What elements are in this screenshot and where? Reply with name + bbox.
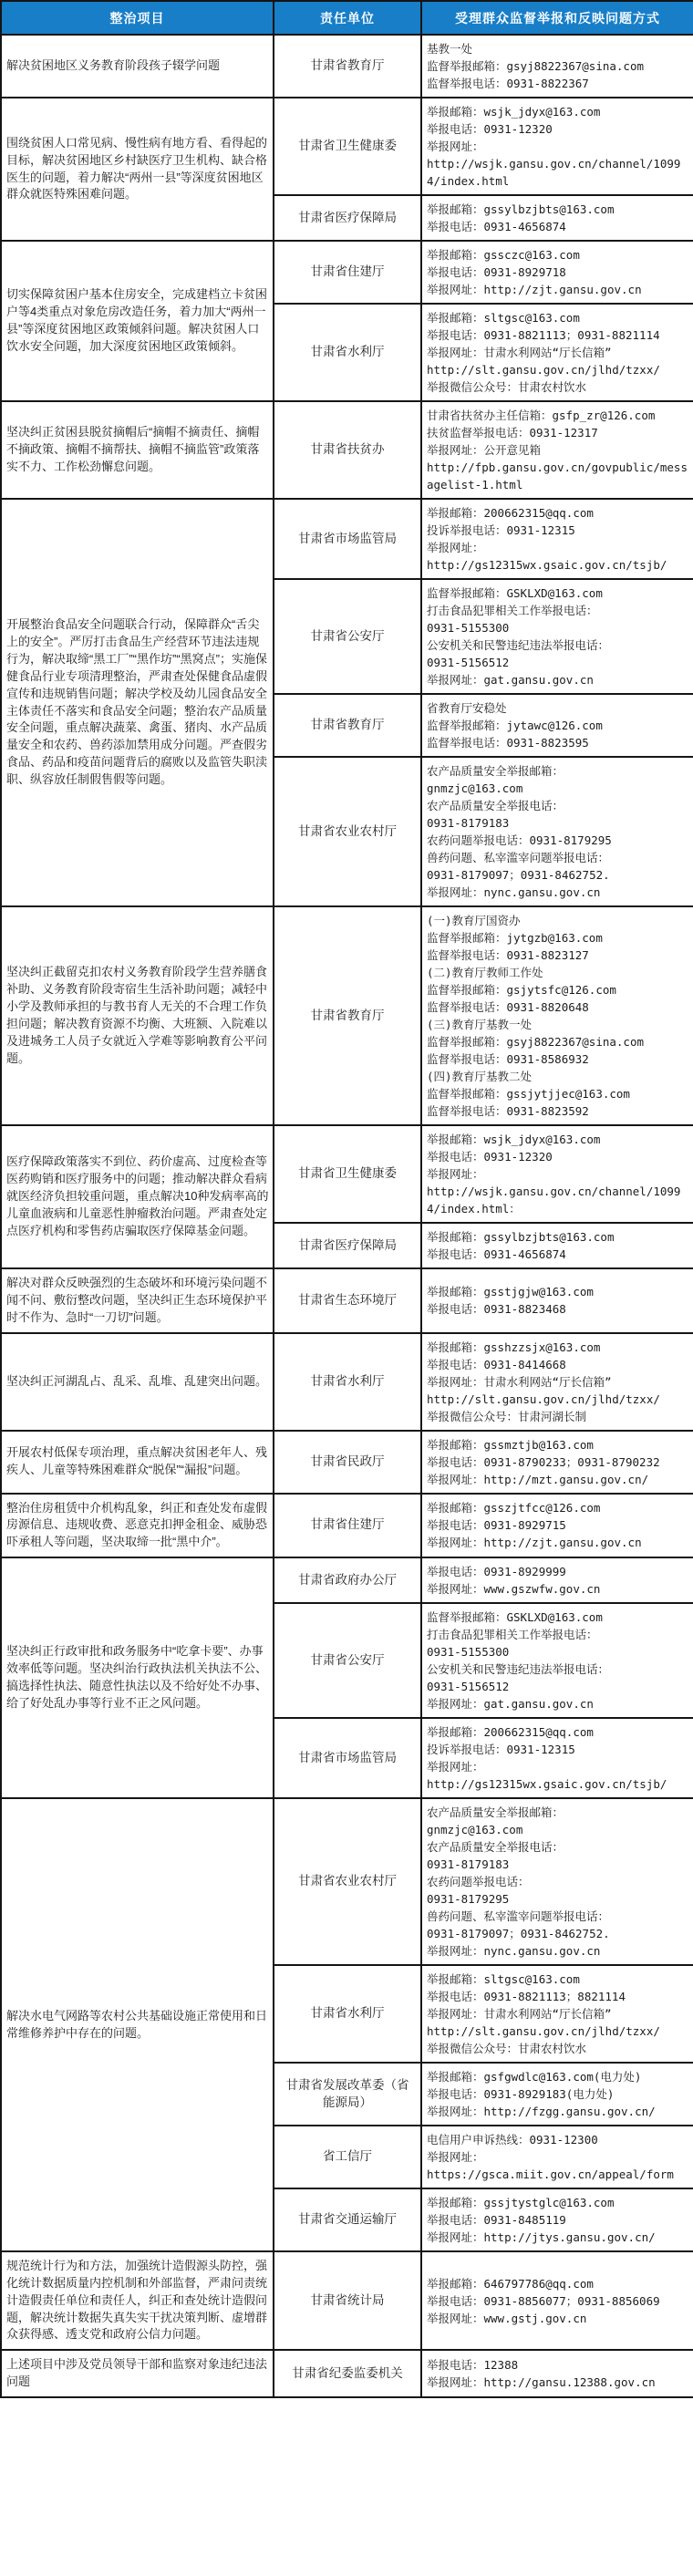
contact-line: 监督举报邮箱：jytgzb@163.com xyxy=(427,931,603,945)
contact-line: 举报邮箱：sltgsc@163.com xyxy=(427,1972,580,1987)
contact-line: 监督举报电话：0931-8823595 xyxy=(427,736,589,750)
contact-line: http://slt.gansu.gov.cn/jlhd/tzxx/ xyxy=(427,2024,660,2039)
contact-line: 举报邮箱：gsshzzsjx@163.com xyxy=(427,1340,601,1354)
contact-line: 举报邮箱：200662315@qq.com xyxy=(427,506,594,520)
contact-line: (二)教育厅教师工作处 xyxy=(427,966,543,979)
table-row xyxy=(1,1431,693,1494)
contact-cell xyxy=(421,1268,693,1333)
contact-line: 投诉举报电话：0931-12315 xyxy=(427,523,575,537)
project-cell: 规范统计行为和方法，加强统计造假源头防控，强化统计数据质量内控机制和外部监督，严肃问责统计造假责任单位和责任人，纠正和查处统计造假问题，解决统计数据失真失实干扰决策判断、虚增群众获得感、透支党和政府公信力问题。 xyxy=(1,2251,274,2350)
contact-line: (四)教育厅基教二处 xyxy=(427,1070,533,1083)
contact-cell xyxy=(421,35,693,98)
contact-cell xyxy=(421,1431,693,1494)
table-row xyxy=(1,35,693,98)
contact-line: gnmzjc@163.com xyxy=(427,781,523,795)
table-row xyxy=(1,1333,693,1431)
table-row xyxy=(1,98,693,195)
contact-cell xyxy=(421,1125,693,1223)
responsible-unit-cell: 省工信厅 xyxy=(274,2126,421,2188)
contact-line: 举报电话：0931-8414668 xyxy=(427,1357,566,1371)
contact-line: 监督举报电话：0931-8820648 xyxy=(427,1000,589,1014)
contact-line: 举报邮箱：200662315@qq.com xyxy=(427,1725,594,1740)
project-cell: 切实保障贫困户基本住房安全，完成建档立卡贫困户等4类重点对象危房改造任务，着力加大“两州一县”等深度贫困地区政策倾斜问题。解决贫困人口饮水安全问题，加大深度贫困地区政策倾斜。 xyxy=(1,241,274,401)
responsible-unit-cell: 甘肃省发展改革委（省能源局） xyxy=(274,2063,421,2126)
contact-line: 农药问题举报电话：0931-8179295 xyxy=(427,833,612,847)
responsible-unit-cell: 甘肃省住建厅 xyxy=(274,241,421,304)
contact-line: 举报网址：http://zjt.gansu.gov.cn xyxy=(427,1536,642,1550)
contact-cell xyxy=(421,1603,693,1718)
project-cell: 解决对群众反映强烈的生态破坏和环境污染问题不闻不问、敷衍整改问题，坚决纠正生态环境保护平时不作为、急时“一刀切”问题。 xyxy=(1,1268,274,1333)
contact-line: 举报网址：nync.gansu.gov.cn xyxy=(427,885,601,899)
contact-line: 甘肃省扶贫办主任信箱：gsfp_zr@126.com xyxy=(427,409,656,422)
contact-line: 举报电话：0931-12320 xyxy=(427,1150,553,1164)
contact-cell xyxy=(421,195,693,241)
project-cell: 坚决纠正贫困县脱贫摘帽后“摘帽不摘责任、摘帽不摘政策、摘帽不摘帮扶、摘帽不摘监管”政策落实不力、工作松劲懈怠问题。 xyxy=(1,401,274,499)
table-row xyxy=(1,1125,693,1223)
contact-line: 举报邮箱：sltgsc@163.com xyxy=(427,311,580,325)
contact-line: 监督举报电话：0931-8823592 xyxy=(427,1104,589,1118)
responsible-unit-cell: 甘肃省水利厅 xyxy=(274,1333,421,1431)
contact-line: 举报邮箱：646797786@qq.com xyxy=(427,2276,594,2291)
contact-line: 农产品质量安全举报电话： xyxy=(427,799,564,812)
table-row xyxy=(1,906,693,1125)
contact-line: 电信用户申诉热线：0931-12300 xyxy=(427,2133,598,2147)
contact-line: 举报电话：0931-8790233；0931-8790232 xyxy=(427,1454,660,1469)
contact-line: http://wsjk.gansu.gov.cn/channel/10994/index.html： xyxy=(427,1185,681,1216)
contact-line: 举报网址：甘肃水利网站“厅长信箱” xyxy=(427,346,612,359)
contact-line: 举报微信公众号：甘肃河湖长制 xyxy=(427,1409,587,1423)
contact-line: 监督举报电话：0931-8822367 xyxy=(427,77,589,90)
table-row xyxy=(1,1268,693,1333)
contact-line: 举报电话：0931-4656874 xyxy=(427,220,566,233)
contact-cell xyxy=(421,1557,693,1603)
contact-line: (三)教育厅基教一处 xyxy=(427,1018,533,1031)
contact-line: 0931-8179295 xyxy=(427,1892,510,1907)
contact-cell xyxy=(421,241,693,304)
contact-line: gnmzjc@163.com xyxy=(427,1823,523,1837)
project-cell: 上述项目中涉及党员领导干部和监察对象违纪违法问题 xyxy=(1,2350,274,2397)
contact-line: 举报电话：0931-8823468 xyxy=(427,1302,566,1317)
contact-line: 举报邮箱：gssylbzjbts@163.com xyxy=(427,1230,615,1244)
responsible-unit-cell: 甘肃省农业农村厅 xyxy=(274,757,421,906)
contact-line: 举报网址：nync.gansu.gov.cn xyxy=(427,1944,601,1959)
contact-line: 0931-8179097；0931-8462752. xyxy=(427,1927,610,1941)
contact-line: 举报网址：http://mzt.gansu.gov.cn/ xyxy=(427,1472,649,1486)
contact-line: 0931-8179097；0931-8462752. xyxy=(427,868,610,882)
table-row xyxy=(1,2350,693,2397)
contact-line: 举报电话：12388 xyxy=(427,2358,519,2373)
contact-line: 举报网址：公开意见箱 xyxy=(427,443,542,457)
contact-line: 监督举报邮箱：gsjytsfc@126.com xyxy=(427,983,616,997)
contact-line: http://gs12315wx.gsaic.gov.cn/tsjb/ xyxy=(427,1777,667,1792)
contact-line: 举报网址：http://fzgg.gansu.gov.cn/ xyxy=(427,2105,656,2119)
contact-line: 0931-5155300 xyxy=(427,1645,510,1660)
contact-line: 0931-8179183 xyxy=(427,816,510,830)
contact-line: 举报邮箱：gsfgwdlc@163.com(电力处) xyxy=(427,2070,642,2085)
table-row xyxy=(1,401,693,499)
responsible-unit-cell: 甘肃省医疗保障局 xyxy=(274,1223,421,1268)
contact-line: 举报网址： xyxy=(427,1167,484,1181)
contact-line: 监督举报邮箱：gssjytjjec@163.com xyxy=(427,1087,630,1101)
contact-line: http://gs12315wx.gsaic.gov.cn/tsjb/ xyxy=(427,558,667,572)
responsible-unit-cell: 甘肃省民政厅 xyxy=(274,1431,421,1494)
column-header-unit: 责任单位 xyxy=(274,1,421,35)
project-cell: 整治住房租赁中介机构乱象，纠正和查处发布虚假房源信息、违规收费、恶意克扣押金租金、威胁恐吓承租人等问题，坚决取缔一批“黑中介”。 xyxy=(1,1494,274,1558)
contact-line: 举报网址： xyxy=(427,541,484,554)
project-cell: 开展整治食品安全问题联合行动，保障群众“舌尖上的安全”。严厉打击食品生产经营环节违法违规行为，解决取缔“黑工厂”“黑作坊”“黑窝点”；实施保健食品行业专项清理整治，严肃查处保健食品虚假宣传和违规销售问题；解决学校及幼儿园食品安全主体责任不落实和食品安全问题；整治农产品质量安全问题，重点解决蔬菜、禽蛋、猪肉、水产品质量安全和农药、兽药添加禁用成分问题。严查假劣食品、药品和疫苗问题背后的腐败以及监管失职渎职、纵容放任制假售假等问题。 xyxy=(1,499,274,906)
contact-line: 举报网址：gat.gansu.gov.cn xyxy=(427,1697,594,1712)
contact-cell xyxy=(421,1965,693,2063)
responsible-unit-cell: 甘肃省卫生健康委 xyxy=(274,98,421,195)
responsible-unit-cell: 甘肃省公安厅 xyxy=(274,1603,421,1718)
contact-line: 举报电话：0931-4656874 xyxy=(427,1247,566,1261)
contact-cell xyxy=(421,499,693,579)
table-row xyxy=(1,1557,693,1603)
responsible-unit-cell: 甘肃省统计局 xyxy=(274,2251,421,2350)
responsible-unit-cell: 甘肃省水利厅 xyxy=(274,304,421,401)
contact-line: 举报电话：0931-8821113；8821114 xyxy=(427,1990,626,2004)
contact-line: 举报网址：http://jtys.gansu.gov.cn/ xyxy=(427,2230,656,2245)
contact-line: 举报电话：0931-12320 xyxy=(427,122,553,136)
contact-line: 兽药问题、私宰滥宰问题举报电话： xyxy=(427,851,610,864)
contact-line: (一)教育厅国资办 xyxy=(427,914,521,927)
project-cell: 坚决纠正行政审批和政务服务中“吃拿卡要”、办事效率低等问题。坚决纠治行政执法机关执法不公、搞选择性执法、随意性执法以及不给好处不办事、给了好处乱办事等行业不正之风问题。 xyxy=(1,1557,274,1798)
contact-line: 农产品质量安全举报邮箱： xyxy=(427,1805,564,1820)
contact-cell xyxy=(421,1718,693,1798)
responsible-unit-cell: 甘肃省政府办公厅 xyxy=(274,1557,421,1603)
responsible-unit-cell: 甘肃省市场监管局 xyxy=(274,1718,421,1798)
contact-line: 公安机关和民警违纪违法举报电话： xyxy=(427,638,610,652)
contact-line: 举报电话：0931-8856077；0931-8856069 xyxy=(427,2293,660,2308)
table-body xyxy=(1,35,693,2397)
responsible-unit-cell: 甘肃省市场监管局 xyxy=(274,499,421,579)
contact-cell xyxy=(421,906,693,1125)
contact-line: 举报网址：甘肃水利网站“厅长信箱” xyxy=(427,2007,612,2022)
contact-cell xyxy=(421,694,693,757)
responsible-unit-cell: 甘肃省扶贫办 xyxy=(274,401,421,499)
contact-line: 举报邮箱：gssylbzjbts@163.com xyxy=(427,202,615,216)
contact-line: 监督举报邮箱：GSKLXD@163.com xyxy=(427,586,603,600)
contact-cell xyxy=(421,2126,693,2188)
contact-cell xyxy=(421,579,693,694)
contact-cell xyxy=(421,1223,693,1268)
contact-cell xyxy=(421,2251,693,2350)
contact-line: 监督举报邮箱：GSKLXD@163.com xyxy=(427,1610,603,1625)
contact-line: 举报邮箱：gssjtystglc@163.com xyxy=(427,2196,615,2210)
contact-line: 公安机关和民警违纪违法举报电话： xyxy=(427,1662,610,1677)
responsible-unit-cell: 甘肃省教育厅 xyxy=(274,35,421,98)
contact-line: 打击食品犯罪相关工作举报电话： xyxy=(427,1628,598,1642)
contact-line: 监督举报邮箱：gsyj8822367@sina.com xyxy=(427,59,645,73)
contact-line: 举报电话：0931-8929715 xyxy=(427,1518,566,1533)
project-cell: 坚决纠正河湖乱占、乱采、乱堆、乱建突出问题。 xyxy=(1,1333,274,1431)
responsible-unit-cell: 甘肃省交通运输厅 xyxy=(274,2188,421,2251)
project-cell: 围绕贫困人口常见病、慢性病有地方看、看得起的目标，解决贫困地区乡村缺医疗卫生机构、缺合格医生的问题，着力解决“两州一县”等深度贫困地区群众就医特殊困难问题。 xyxy=(1,98,274,241)
header-row xyxy=(1,1,693,35)
contact-line: 兽药问题、私宰滥宰问题举报电话： xyxy=(427,1909,610,1924)
contact-line: 举报微信公众号：甘肃农村饮水 xyxy=(427,2042,587,2056)
contact-line: 监督举报电话：0931-8823127 xyxy=(427,948,589,962)
contact-line: 举报网址：http://gansu.12388.gov.cn xyxy=(427,2375,656,2390)
contact-line: 举报电话：0931-8821113；0931-8821114 xyxy=(427,328,660,342)
responsible-unit-cell: 甘肃省卫生健康委 xyxy=(274,1125,421,1223)
contact-line: http://slt.gansu.gov.cn/jlhd/tzxx/ xyxy=(427,363,660,377)
contact-line: 举报电话：0931-8929999 xyxy=(427,1565,566,1579)
contact-line: 举报电话：0931-8485119 xyxy=(427,2213,566,2228)
contact-line: 0931-5156512 xyxy=(427,656,510,669)
contact-line: 省教育厅安稳处 xyxy=(427,701,507,715)
responsible-unit-cell: 甘肃省水利厅 xyxy=(274,1965,421,2063)
contact-line: 监督举报邮箱：jytawc@126.com xyxy=(427,719,603,732)
contact-line: 举报网址：www.gszwfw.gov.cn xyxy=(427,1582,601,1597)
contact-line: http://slt.gansu.gov.cn/jlhd/tzxx/ xyxy=(427,1391,660,1406)
contact-cell xyxy=(421,2063,693,2126)
project-cell: 解决贫困地区义务教育阶段孩子辍学问题 xyxy=(1,35,274,98)
contact-cell xyxy=(421,1798,693,1965)
contact-line: 举报邮箱：wsjk_jdyx@163.com xyxy=(427,105,601,119)
project-cell: 坚决纠正截留克扣农村义务教育阶段学生营养膳食补助、义务教育阶段寄宿生生活补助问题；减轻中小学及教师承担的与教书育人无关的不合理工作负担问题；解决教育资源不均衡、大班额、入院难以及进城务工人员子女就近入学难等影响教育公平问题。 xyxy=(1,906,274,1125)
contact-line: 0931-5156512 xyxy=(427,1680,510,1694)
contact-line: 投诉举报电话：0931-12315 xyxy=(427,1743,575,1757)
contact-line: 举报网址：甘肃水利网站“厅长信箱” xyxy=(427,1374,612,1389)
contact-cell xyxy=(421,1333,693,1431)
contact-cell xyxy=(421,757,693,906)
project-cell: 解决水电气网路等农村公共基础设施正常使用和日常维修养护中存在的问题。 xyxy=(1,1798,274,2251)
contact-line: 举报邮箱：wsjk_jdyx@163.com xyxy=(427,1133,601,1146)
contact-line: 0931-5155300 xyxy=(427,621,510,635)
contact-cell xyxy=(421,2350,693,2397)
contact-cell xyxy=(421,2188,693,2251)
project-cell: 医疗保障政策落实不到位、药价虚高、过度检查等医药购销和医疗服务中的问题；推动解决群众看病就医经济负担较重问题，重点解决10种发病率高的儿童血液病和儿童恶性肿瘤救治问题。严肃查处定点医疗机构和零售药店骗取医疗保障基金问题。 xyxy=(1,1125,274,1268)
contact-line: 举报邮箱：gssmztjb@163.com xyxy=(427,1437,594,1452)
contact-line: 打击食品犯罪相关工作举报电话： xyxy=(427,604,598,617)
column-header-project: 整治项目 xyxy=(1,1,274,35)
responsible-unit-cell: 甘肃省公安厅 xyxy=(274,579,421,694)
contact-line: 举报网址： xyxy=(427,140,484,153)
contact-line: 监督举报电话：0931-8586932 xyxy=(427,1052,589,1066)
contact-cell xyxy=(421,401,693,499)
table-row xyxy=(1,2251,693,2350)
contact-cell xyxy=(421,98,693,195)
project-cell: 开展农村低保专项治理，重点解决贫困老年人、残疾人、儿童等特殊困难群众“脱保”“漏报”问题。 xyxy=(1,1431,274,1494)
contact-cell xyxy=(421,304,693,401)
table-row xyxy=(1,1798,693,1965)
contact-line: http://wsjk.gansu.gov.cn/channel/10994/index.html xyxy=(427,157,681,188)
contact-line: 举报微信公众号：甘肃农村饮水 xyxy=(427,380,587,394)
contact-line: 举报电话：0931-8929183(电力处) xyxy=(427,2087,615,2102)
contact-line: 农产品质量安全举报邮箱： xyxy=(427,764,564,778)
contact-line: 举报邮箱：gsstjgjw@163.com xyxy=(427,1285,594,1299)
contact-line: 举报网址： xyxy=(427,1760,484,1774)
responsible-unit-cell: 甘肃省农业农村厅 xyxy=(274,1798,421,1965)
responsible-unit-cell: 甘肃省纪委监委机关 xyxy=(274,2350,421,2397)
responsible-unit-cell: 甘肃省教育厅 xyxy=(274,906,421,1125)
contact-line: 农产品质量安全举报电话： xyxy=(427,1840,564,1855)
contact-line: 举报网址：http://zjt.gansu.gov.cn xyxy=(427,283,642,296)
column-header-contact: 受理群众监督举报和反映问题方式 xyxy=(421,1,693,35)
responsible-unit-cell: 甘肃省医疗保障局 xyxy=(274,195,421,241)
responsible-unit-cell: 甘肃省生态环境厅 xyxy=(274,1268,421,1333)
table-row xyxy=(1,241,693,304)
contact-line: 基教一处 xyxy=(427,42,473,56)
contact-line: 举报邮箱：gssczc@163.com xyxy=(427,248,580,262)
contact-line: 举报网址：gat.gansu.gov.cn xyxy=(427,673,594,687)
contact-line: 农药问题举报电话： xyxy=(427,1875,530,1889)
contact-line: 扶贫监督举报电话：0931-12317 xyxy=(427,426,598,440)
contact-line: 监督举报邮箱：gsyj8822367@sina.com xyxy=(427,1035,645,1049)
contact-line: http://fpb.gansu.gov.cn/govpublic/messagelist-1.html xyxy=(427,460,688,491)
contact-line: 举报网址：www.gstj.gov.cn xyxy=(427,2311,587,2325)
responsible-unit-cell: 甘肃省住建厅 xyxy=(274,1494,421,1558)
responsible-unit-cell: 甘肃省教育厅 xyxy=(274,694,421,757)
contact-line: https://gsca.miit.gov.cn/appeal/form xyxy=(427,2167,674,2182)
contact-cell xyxy=(421,1494,693,1558)
contact-line: 举报邮箱：gsszjtfcc@126.com xyxy=(427,1501,601,1516)
contact-line: 0931-8179183 xyxy=(427,1857,510,1872)
contact-line: 举报网址： xyxy=(427,2150,484,2165)
table-row xyxy=(1,1494,693,1558)
table-row xyxy=(1,499,693,579)
contact-line: 举报电话：0931-8929718 xyxy=(427,265,566,279)
